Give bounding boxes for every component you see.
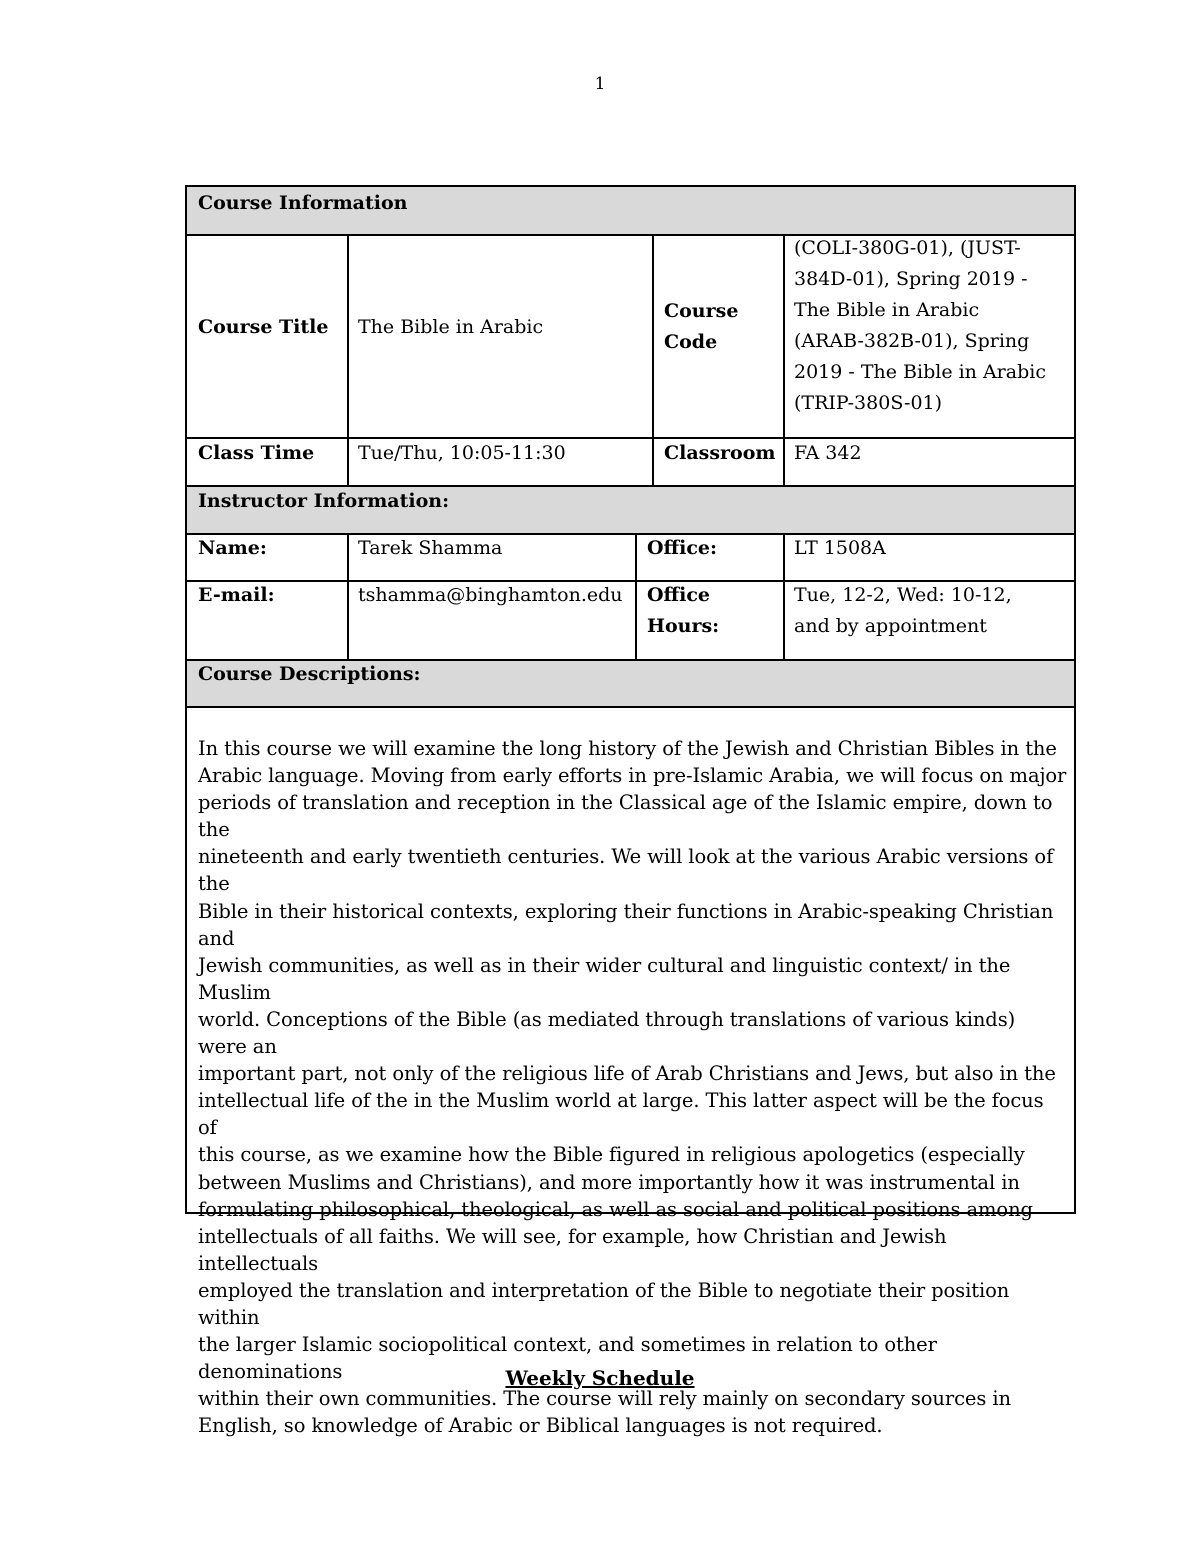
description-line: employed the translation and interpretation of the Bible to negotiate their position within [198,1278,1010,1329]
email-label: E-mail: [198,584,275,606]
description-line: world. Conceptions of the Bible (as mediated through translations of various kinds) were an [198,1007,1016,1059]
description-line: nineteenth and early twentieth centuries. We will look at the various Arabic versions of the [198,845,1054,896]
course-info-header: Course Information [198,192,408,214]
course-title-value: The Bible in Arabic [358,316,544,338]
description-line: Bible in their historical contexts, exploring their functions in Arabic-speaking Christian and [198,899,1054,950]
office-hours-value: Tue, 12-2, Wed: 10-12, and by appointment [794,584,1012,637]
course-title-row [187,236,1074,439]
instructor-name-value: Tarek Shamma [358,537,503,559]
description-line: within their own communities. The course will rely mainly on secondary sources in [198,1387,1011,1411]
course-code-value [794,233,1046,419]
weekly-schedule-heading: Weekly Schedule [505,1366,695,1390]
description-line: formulating philosophical, theological, as well as social and political positions among [198,1197,1033,1221]
course-description [198,735,1068,1439]
course-code-line: 384D-01), Spring 2019 - [794,268,1028,290]
description-line: important part, not only of the religious life of Arab Christians and Jews, but also in the [198,1062,1056,1086]
page-number: 1 [594,74,606,94]
description-header-row [187,661,1074,708]
class-time-value: Tue/Thu, 10:05-11:30 [358,442,566,464]
description-line: Arabic language. Moving from early efforts in pre-Islamic Arabia, we will focus on major [198,764,1067,788]
course-code-line: (ARAB-382B-01), Spring [794,330,1030,352]
course-code-line: (TRIP-380S-01) [794,392,943,414]
instructor-email-row [187,582,1074,661]
instructor-name-label: Name: [198,537,267,559]
course-code-line: (COLI-380G-01), (JUST- [794,237,1021,259]
course-code-line: The Bible in Arabic [794,299,980,321]
course-title-label: Course Title [198,316,329,338]
description-line: Jewish communities, as well as in their wider cultural and linguistic context/ in the Muslim [198,953,1011,1004]
description-line: In this course we will examine the long history of the Jewish and Christian Bibles in the [198,737,1057,760]
description-line: periods of translation and reception in the Classical age of the Islamic empire, down to the [198,791,1053,842]
class-time-label: Class Time [198,442,315,464]
description-line: the larger Islamic sociopolitical context, and sometimes in relation to other denominations [198,1333,937,1384]
classroom-label: Classroom [664,442,776,464]
description-line: between Muslims and Christians), and more importantly how it was instrumental in [198,1170,1020,1194]
description-line: intellectual life of the in the Muslim world at large. This latter aspect will be the focus of [198,1089,1044,1140]
instructor-name-row [187,535,1074,582]
course-code-label: Course Code [664,300,739,353]
description-line: English, so knowledge of Arabic or Biblical languages is not required. [198,1414,883,1438]
email-value: tshamma@binghamton.edu [358,584,623,606]
course-info-header-row [187,187,1074,236]
instructor-header-row [187,487,1074,535]
office-label: Office: [647,537,718,559]
description-header: Course Descriptions: [198,663,421,685]
instructor-header: Instructor Information: [198,490,450,512]
classroom-value: FA 342 [794,442,862,464]
course-code-line: 2019 - The Bible in Arabic [794,361,1046,383]
office-hours-label: Office Hours: [647,584,720,637]
description-line: intellectuals of all faiths. We will see, for example, how Christian and Jewish intellectuals [198,1224,947,1275]
office-value: LT 1508A [794,537,886,559]
description-line: this course, as we examine how the Bible figured in religious apologetics (especially [198,1143,1025,1167]
class-time-row [187,439,1074,487]
